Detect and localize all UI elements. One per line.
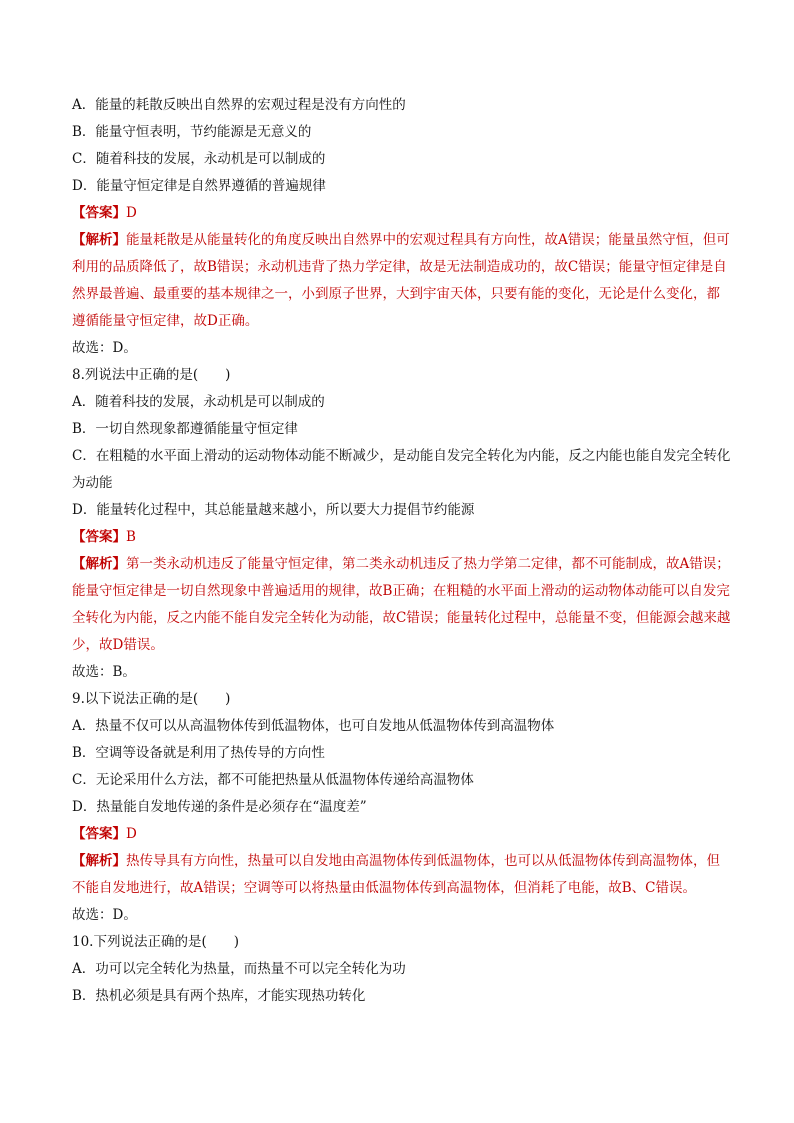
question-10 xyxy=(72,929,732,1010)
option-a: A．随着科技的发展，永动机是可以制成的 xyxy=(72,394,325,410)
analysis-tag: 【解析】 xyxy=(72,556,126,572)
option-a: A．功可以完全转化为热量，而热量不可以完全转化为功 xyxy=(72,961,406,977)
option-c: C．在粗糙的水平面上滑动的运动物体动能不断减少，是动能自发完全转化为内能，反之内能也能自发完全转化为动能 xyxy=(72,448,731,491)
analysis-tag: 【解析】 xyxy=(72,853,126,869)
option-a: A．热量不仅可以从高温物体传到低温物体，也可自发地从低温物体传到高温物体 xyxy=(72,718,555,734)
answer-value: B xyxy=(126,529,136,545)
analysis-text: 能量耗散是从能量转化的角度反映出自然界中的宏观过程具有方向性，故A错误；能量虽然守恒，但可利用的品质降低了，故B错误；永动机违背了热力学定律，故是无法制造成功的，故C错误；能量守恒定律是自然界最普遍、最重要的基本规律之一，小到原子世界，大到宇宙天体，只要有能的变化，无论是什么变化，都遵循能量守恒定律，故D正确。 xyxy=(72,232,730,329)
option-c: C．随着科技的发展，永动机是可以制成的 xyxy=(72,151,326,167)
answer-value: D xyxy=(126,826,137,842)
choice-line: 故选：B。 xyxy=(72,664,136,680)
answer-tag: 【答案】 xyxy=(72,826,126,842)
answer-tag: 【答案】 xyxy=(72,205,126,221)
question-stem: 10.下列说法正确的是( ) xyxy=(72,934,240,950)
question-7 xyxy=(72,92,732,362)
answer-value: D xyxy=(126,205,137,221)
option-d: D．热量能自发地传递的条件是必须存在“温度差” xyxy=(72,799,367,815)
answer-line xyxy=(72,524,732,551)
option-a: A．能量的耗散反映出自然界的宏观过程是没有方向性的 xyxy=(72,97,406,113)
option-b: B．能量守恒表明，节约能源是无意义的 xyxy=(72,124,312,140)
answer-line xyxy=(72,200,732,227)
option-b: B．热机必须是具有两个热库，才能实现热功转化 xyxy=(72,988,366,1004)
question-8 xyxy=(72,362,732,686)
analysis-text: 热传导具有方向性，热量可以自发地由高温物体传到低温物体，也可以从低温物体传到高温物体，但不能自发地进行，故A错误；空调等可以将热量由低温物体传到高温物体，但消耗了电能，故B、C错误。 xyxy=(72,853,720,896)
document-page xyxy=(72,92,732,1010)
question-stem: 8.列说法中正确的是( ) xyxy=(72,367,231,383)
choice-line: 故选：D。 xyxy=(72,340,137,356)
question-9 xyxy=(72,686,732,929)
analysis-text: 第一类永动机违反了能量守恒定律，第二类永动机违反了热力学第二定律，都不可能制成，故A错误；能量守恒定律是一切自然现象中普遍适用的规律，故B正确；在粗糙的水平面上滑动的运动物体动能可以自发完全转化为内能，反之内能不能自发完全转化为动能，故C错误；能量转化过程中，总能量不变，但能源会越来越少，故D错误。 xyxy=(72,556,731,653)
option-d: D．能量转化过程中，其总能量越来越小，所以要大力提倡节约能源 xyxy=(72,502,475,518)
analysis-tag: 【解析】 xyxy=(72,232,126,248)
option-c: C．无论采用什么方法，都不可能把热量从低温物体传递给高温物体 xyxy=(72,772,474,788)
choice-line: 故选：D。 xyxy=(72,907,137,923)
analysis-paragraph xyxy=(72,227,732,335)
analysis-paragraph xyxy=(72,551,732,659)
option-d: D．能量守恒定律是自然界遵循的普遍规律 xyxy=(72,178,326,194)
answer-line xyxy=(72,821,732,848)
option-b: B．空调等设备就是利用了热传导的方向性 xyxy=(72,745,325,761)
analysis-paragraph xyxy=(72,848,732,902)
question-stem: 9.以下说法正确的是( ) xyxy=(72,691,231,707)
option-b: B．一切自然现象都遵循能量守恒定律 xyxy=(72,421,298,437)
answer-tag: 【答案】 xyxy=(72,529,126,545)
